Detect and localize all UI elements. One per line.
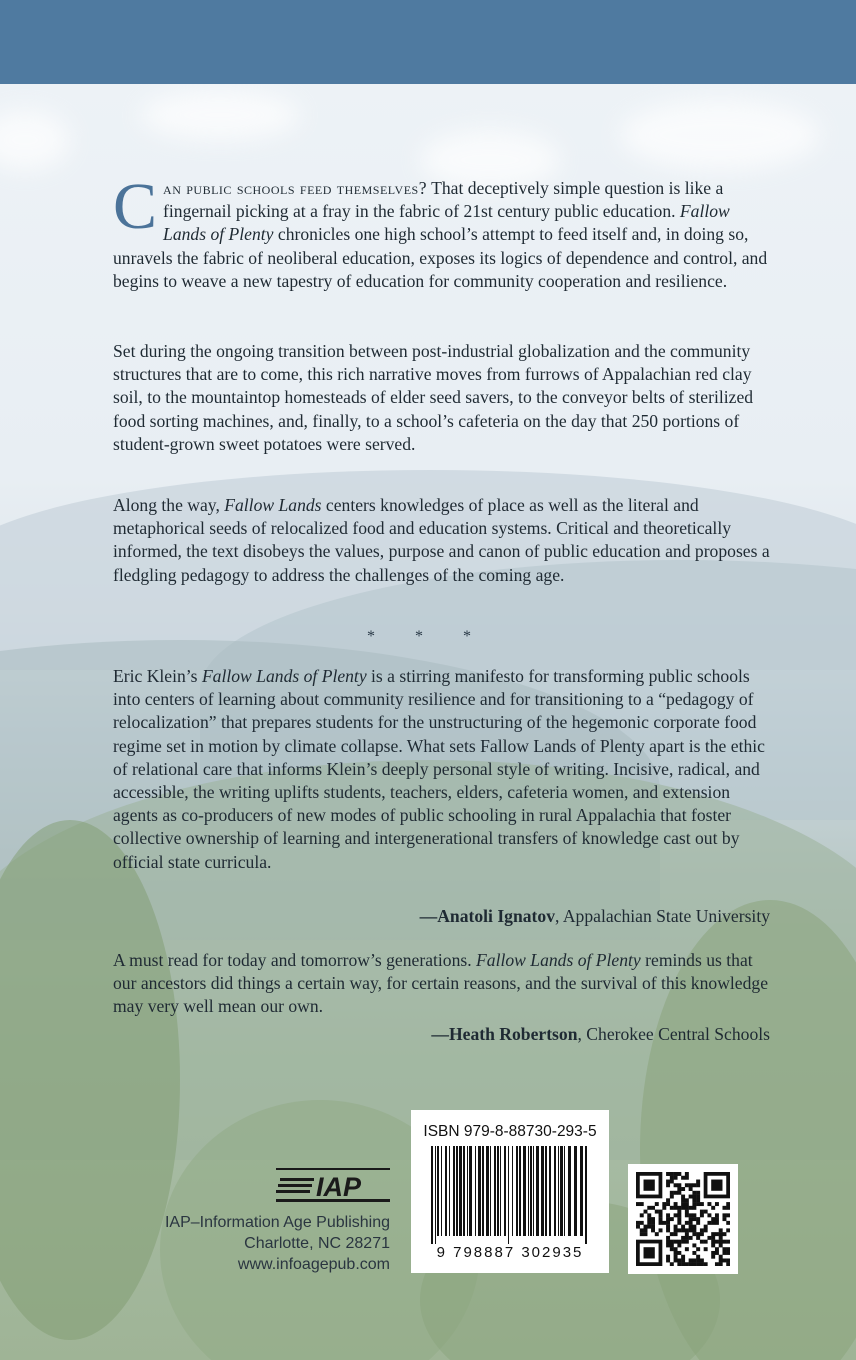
- publisher-name: IAP–Information Age Publishing: [164, 1214, 390, 1231]
- qr-code: [628, 1164, 738, 1274]
- publisher-website: www.infoagepub.com: [237, 1256, 390, 1273]
- description-paragraph-2: Set during the ongoing transition between post-industrial globalization and the community structures that are to come, this rich narrative moves from furrows of Appalachian red clay soil, to the mountaintop homesteads of elder seed savers, to the conveyor belts of sterilized food sorting machines, and, finally, to a school’s cafeteria on the day that 250 portions of student-grown sweet potatoes were served.: [113, 341, 754, 454]
- description-paragraph-1: Can public schools feed themselves? That deceptively simple question is like a fingernail picking at a fray in the fabric of 21st century public education. Fallow Lands of Plenty chronicles one high school’s attempt to feed itself and, in doing so, unravels the fabric of neoliberal education, exposes its logics of dependence and control, and begins to weave a new tapestry of education for community cooperation and resilience.: [113, 170, 768, 291]
- description-paragraph-3: Along the way, Fallow Lands centers knowledges of place as well as the literal and metaphorical seeds of relocalized food and education systems. Critical and theoretically informed, the text disobeys the values, purpose and canon of public education and proposes a fledgling pedagogy to address the challenges of the coming age.: [113, 495, 770, 585]
- review-robertson: A must read for today and tomorrow’s generations. Fallow Lands of Plenty reminds us that our ancestors did things a certain way, for certain reasons, and the survival of this knowledge may very well mean our own.: [113, 950, 769, 1017]
- section-separator: * * *: [367, 628, 489, 645]
- drop-cap: C: [113, 170, 158, 243]
- book-title: Fallow Lands of Plenty: [163, 201, 730, 245]
- top-color-band: [0, 0, 856, 84]
- lead-question: an public schools feed themselves?: [163, 178, 428, 198]
- barcode-digits: 9 798887 302935: [436, 1244, 584, 1261]
- review-robertson-attribution: —Heath Robertson, Cherokee Central Schools: [431, 1024, 770, 1044]
- qr-code-pattern: [636, 1172, 730, 1266]
- iap-logo-text: IAP: [316, 1172, 362, 1202]
- isbn-label: ISBN 979-8-88730-293-5: [423, 1123, 597, 1140]
- review-ignatov: Eric Klein’s Fallow Lands of Plenty is a stirring manifesto for transforming public schools into centers of learning about community resilience and for transitioning to a “pedagogy of relocalization” that prepares students for the unstructuring of the hegemonic corporate food regime set in motion by climate collapse. What sets Fallow Lands of Plenty apart is the ethic of relational care that informs Klein’s deeply personal style of writing. Incisive, radical, and accessible, the writing uplifts students, teachers, elders, cafeteria women, and extension agents as co-producers of new modes of public schooling in rural Appalachia that foster collective ownership of learning and intergenerational transfers of knowledge cast out by official state curricula.: [113, 666, 765, 872]
- review-ignatov-attribution: —Anatoli Ignatov, Appalachian State University: [419, 906, 770, 926]
- publisher-info: [140, 1212, 390, 1275]
- publisher-city: Charlotte, NC 28271: [244, 1235, 390, 1252]
- iap-logo: [276, 1168, 390, 1202]
- barcode-bars: [429, 1146, 591, 1244]
- isbn-barcode: [411, 1110, 609, 1273]
